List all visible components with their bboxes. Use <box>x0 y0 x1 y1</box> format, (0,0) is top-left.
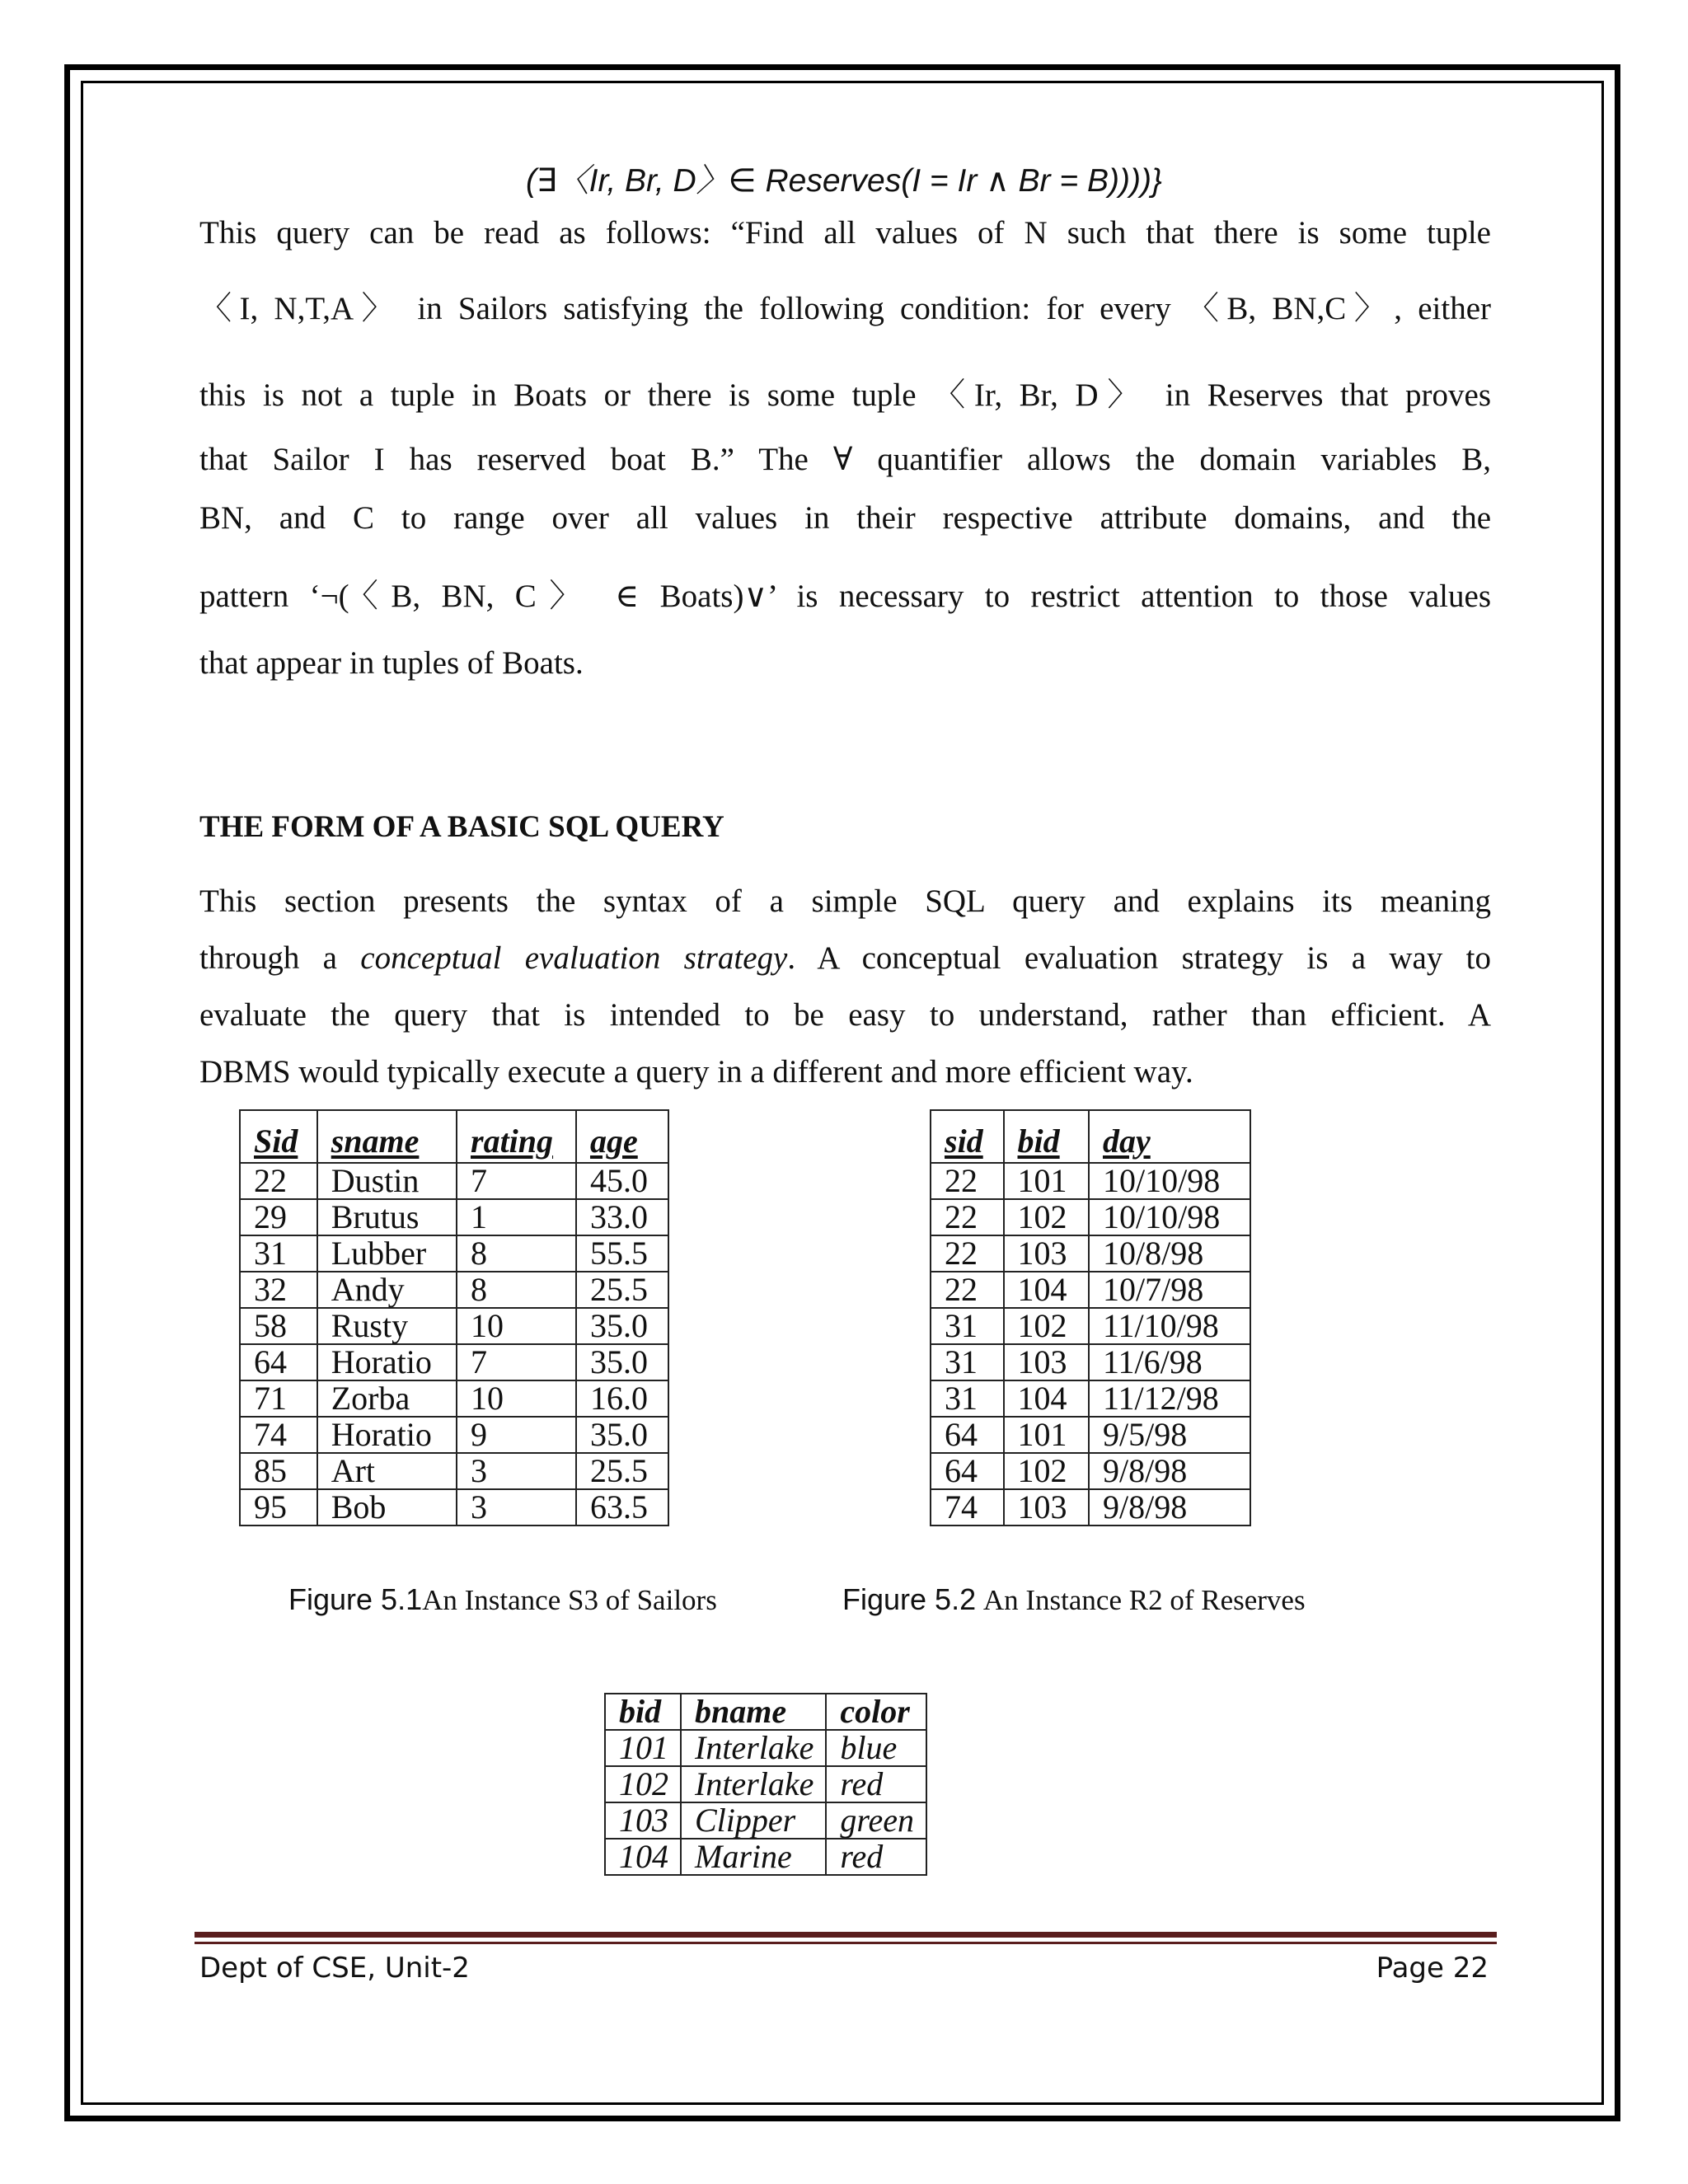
boats-cell: blue <box>826 1730 926 1766</box>
figure-5-2-caption <box>842 1582 1306 1617</box>
boats-cell: Interlake <box>681 1730 826 1766</box>
boats-cell: Interlake <box>681 1766 826 1802</box>
sailors-cell: 8 <box>457 1272 576 1308</box>
sailors-row <box>240 1489 668 1526</box>
reserves-row <box>931 1163 1250 1199</box>
reserves-cell: 10/10/98 <box>1089 1199 1250 1235</box>
reserves-row <box>931 1380 1250 1417</box>
boats-row <box>605 1766 926 1802</box>
italic-term: conceptual evaluation strategy <box>360 940 788 976</box>
figure-5-2-label: Figure 5.2 <box>842 1582 977 1616</box>
section-line-3: evaluate the query that is intended to be easy to understand, rather than efficient. A <box>199 997 1491 1033</box>
sailors-table <box>239 1109 669 1526</box>
boats-row <box>605 1839 926 1875</box>
sailors-row <box>240 1199 668 1235</box>
reserves-cell: 11/12/98 <box>1089 1380 1250 1417</box>
paragraph1-line-1: This query can be read as follows: “Find all values of N such that there is some tuple <box>199 215 1491 251</box>
sailors-cell: 58 <box>240 1308 317 1344</box>
sailors-cell: Art <box>317 1453 457 1489</box>
paragraph1-line-5: BN, and C to range over all values in their respective attribute domains, and the <box>199 500 1491 536</box>
sailors-cell: 32 <box>240 1272 317 1308</box>
boats-header-cell: color <box>826 1694 926 1730</box>
sailors-cell: 64 <box>240 1344 317 1380</box>
sailors-cell: Horatio <box>317 1417 457 1453</box>
reserves-cell: 31 <box>931 1308 1004 1344</box>
reserves-row <box>931 1272 1250 1308</box>
reserves-cell: 9/5/98 <box>1089 1417 1250 1453</box>
reserves-cell: 31 <box>931 1380 1004 1417</box>
sailors-row <box>240 1308 668 1344</box>
sailors-cell: 45.0 <box>576 1163 668 1199</box>
paragraph1-line-6: pattern ‘¬(〈B, BN, C〉 ∈ Boats)∨’ is necessary to restrict attention to those values <box>199 579 1491 614</box>
sailors-cell: Rusty <box>317 1308 457 1344</box>
sailors-header-cell: age <box>576 1110 668 1163</box>
boats-cell: red <box>826 1766 926 1802</box>
reserves-cell: 103 <box>1004 1344 1089 1380</box>
section-heading: THE FORM OF A BASIC SQL QUERY <box>199 810 724 844</box>
sailors-cell: Bob <box>317 1489 457 1526</box>
reserves-cell: 22 <box>931 1235 1004 1272</box>
reserves-cell: 10/8/98 <box>1089 1235 1250 1272</box>
reserves-header-cell: sid <box>931 1110 1004 1163</box>
boats-cell: green <box>826 1802 926 1839</box>
boats-cell: Clipper <box>681 1802 826 1839</box>
sailors-cell: Dustin <box>317 1163 457 1199</box>
figure-5-1-text: An Instance S3 of Sailors <box>422 1584 717 1616</box>
reserves-cell: 22 <box>931 1272 1004 1308</box>
reserves-cell: 31 <box>931 1344 1004 1380</box>
sailors-cell: 33.0 <box>576 1199 668 1235</box>
reserves-table <box>930 1109 1251 1526</box>
figure-5-1-label: Figure 5.1 <box>288 1582 423 1616</box>
reserves-cell: 103 <box>1004 1489 1089 1526</box>
formula-line: (∃〈Ir, Br, D〉∈ Reserves(I = Ir ∧ Br = B))))} <box>526 163 1162 199</box>
boats-cell: 104 <box>605 1839 681 1875</box>
reserves-header-cell: bid <box>1004 1110 1089 1163</box>
sailors-row <box>240 1163 668 1199</box>
sailors-cell: Andy <box>317 1272 457 1308</box>
sailors-cell: Lubber <box>317 1235 457 1272</box>
reserves-cell: 9/8/98 <box>1089 1453 1250 1489</box>
sailors-cell: 74 <box>240 1417 317 1453</box>
reserves-cell: 101 <box>1004 1163 1089 1199</box>
boats-cell: 102 <box>605 1766 681 1802</box>
sailors-cell: 25.5 <box>576 1453 668 1489</box>
sailors-cell: 10 <box>457 1308 576 1344</box>
sailors-row <box>240 1344 668 1380</box>
sailors-cell: 55.5 <box>576 1235 668 1272</box>
reserves-cell: 9/8/98 <box>1089 1489 1250 1526</box>
sailors-row <box>240 1272 668 1308</box>
reserves-row <box>931 1235 1250 1272</box>
footer-page-number: Page 22 <box>1376 1952 1489 1985</box>
reserves-cell: 104 <box>1004 1272 1089 1308</box>
sailors-cell: 7 <box>457 1163 576 1199</box>
section-line-4: DBMS would typically execute a query in a different and more efficient way. <box>199 1054 1193 1090</box>
footer-rule-thick <box>195 1932 1497 1938</box>
sailors-cell: 35.0 <box>576 1308 668 1344</box>
sailors-cell: 9 <box>457 1417 576 1453</box>
section-line-2: through a conceptual evaluation strategy. A conceptual evaluation strategy is a way to <box>199 940 1491 976</box>
reserves-cell: 11/10/98 <box>1089 1308 1250 1344</box>
section-line-1: This section presents the syntax of a simple SQL query and explains its meaning <box>199 883 1491 919</box>
sailors-cell: 35.0 <box>576 1344 668 1380</box>
reserves-row <box>931 1199 1250 1235</box>
reserves-cell: 102 <box>1004 1199 1089 1235</box>
reserves-cell: 22 <box>931 1163 1004 1199</box>
sailors-cell: 35.0 <box>576 1417 668 1453</box>
sailors-cell: 63.5 <box>576 1489 668 1526</box>
reserves-cell: 104 <box>1004 1380 1089 1417</box>
reserves-row <box>931 1417 1250 1453</box>
sailors-header-cell: rating <box>457 1110 576 1163</box>
boats-table <box>604 1693 927 1876</box>
reserves-cell: 11/6/98 <box>1089 1344 1250 1380</box>
footer-rule-thin <box>195 1942 1497 1944</box>
sailors-cell: 1 <box>457 1199 576 1235</box>
sailors-header-row <box>240 1110 668 1163</box>
reserves-header-row <box>931 1110 1250 1163</box>
sailors-cell: 16.0 <box>576 1380 668 1417</box>
sailors-cell: Brutus <box>317 1199 457 1235</box>
sailors-cell: 3 <box>457 1489 576 1526</box>
figure-5-2-text: An Instance R2 of Reserves <box>982 1584 1306 1616</box>
sailors-row <box>240 1235 668 1272</box>
reserves-cell: 103 <box>1004 1235 1089 1272</box>
sailors-row <box>240 1417 668 1453</box>
reserves-row <box>931 1344 1250 1380</box>
footer-dept: Dept of CSE, Unit-2 <box>199 1952 470 1985</box>
boats-cell: red <box>826 1839 926 1875</box>
reserves-header-cell: day <box>1089 1110 1250 1163</box>
sailors-cell: 22 <box>240 1163 317 1199</box>
boats-header-cell: bname <box>681 1694 826 1730</box>
reserves-cell: 64 <box>931 1453 1004 1489</box>
reserves-cell: 10/10/98 <box>1089 1163 1250 1199</box>
reserves-cell: 102 <box>1004 1453 1089 1489</box>
paragraph1-line-4: that Sailor I has reserved boat B.” The ∀ quantifier allows the domain variables B, <box>199 442 1491 477</box>
sailors-cell: 85 <box>240 1453 317 1489</box>
reserves-cell: 74 <box>931 1489 1004 1526</box>
boats-cell: 101 <box>605 1730 681 1766</box>
reserves-row <box>931 1489 1250 1526</box>
reserves-cell: 22 <box>931 1199 1004 1235</box>
sailors-cell: 8 <box>457 1235 576 1272</box>
reserves-cell: 64 <box>931 1417 1004 1453</box>
sailors-cell: Zorba <box>317 1380 457 1417</box>
reserves-cell: 101 <box>1004 1417 1089 1453</box>
paragraph1-line-7: that appear in tuples of Boats. <box>199 645 584 681</box>
boats-header-cell: bid <box>605 1694 681 1730</box>
paragraph1-line-3: this is not a tuple in Boats or there is some tuple 〈Ir, Br, D〉 in Reserves that proves <box>199 377 1491 413</box>
sailors-cell: 7 <box>457 1344 576 1380</box>
sailors-cell: 95 <box>240 1489 317 1526</box>
reserves-cell: 10/7/98 <box>1089 1272 1250 1308</box>
sailors-cell: 29 <box>240 1199 317 1235</box>
reserves-row <box>931 1453 1250 1489</box>
sailors-cell: 10 <box>457 1380 576 1417</box>
sailors-row <box>240 1380 668 1417</box>
boats-cell: Marine <box>681 1839 826 1875</box>
sailors-header-cell: sname <box>317 1110 457 1163</box>
sailors-row <box>240 1453 668 1489</box>
sailors-cell: 31 <box>240 1235 317 1272</box>
boats-row <box>605 1802 926 1839</box>
sailors-header-cell: Sid <box>240 1110 317 1163</box>
boats-cell: 103 <box>605 1802 681 1839</box>
sailors-cell: Horatio <box>317 1344 457 1380</box>
boats-row <box>605 1730 926 1766</box>
sailors-cell: 25.5 <box>576 1272 668 1308</box>
sailors-cell: 3 <box>457 1453 576 1489</box>
sailors-cell: 71 <box>240 1380 317 1417</box>
figure-5-1-caption <box>288 1582 717 1617</box>
paragraph1-line-2: 〈I, N,T,A〉 in Sailors satisfying the following condition: for every 〈B, BN,C〉, either <box>199 291 1491 326</box>
reserves-cell: 102 <box>1004 1308 1089 1344</box>
boats-header-row <box>605 1694 926 1730</box>
reserves-row <box>931 1308 1250 1344</box>
